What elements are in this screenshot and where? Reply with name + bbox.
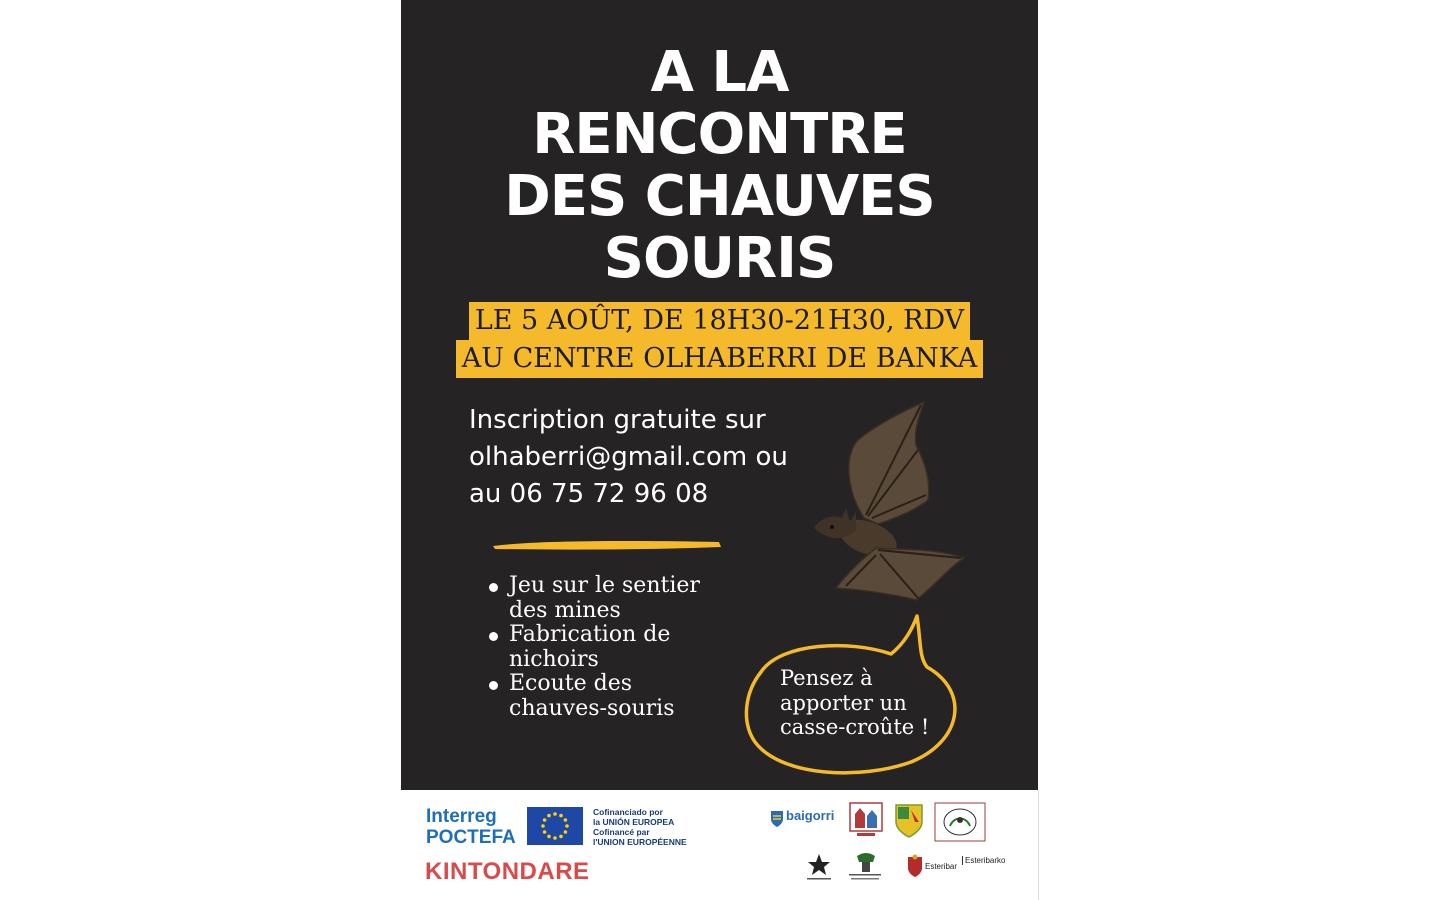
- activity-line: nichoirs: [509, 646, 599, 672]
- activity-line: Fabrication de: [509, 622, 671, 647]
- esteribar-shield-icon: [907, 854, 923, 878]
- interreg-logo: [426, 806, 516, 848]
- eu-cofunding-text: [593, 807, 687, 847]
- bubble-line: Pensez à: [780, 666, 873, 690]
- inscription-text: [469, 402, 849, 513]
- zubiri-council-emblem-icon: [845, 850, 885, 884]
- list-item: [487, 574, 747, 623]
- inscription-line: au 06 75 72 96 08: [469, 479, 709, 509]
- list-item: [487, 672, 747, 721]
- sponsor-footer: [401, 790, 1038, 900]
- activity-list: [487, 574, 747, 721]
- title-line: RENCONTRE: [532, 102, 907, 167]
- eu-line: Cofinanciado por: [593, 807, 663, 817]
- shield-icon: [770, 810, 784, 828]
- eu-line: l'UNION EUROPÉENNE: [593, 837, 687, 847]
- title-line: A LA: [650, 40, 789, 105]
- bubble-line: casse-croûte !: [780, 715, 930, 739]
- event-poster: [401, 0, 1038, 790]
- poster-title: [401, 42, 1038, 290]
- activity-line: chauves-souris: [509, 695, 675, 721]
- date-line: AU CENTRE OLHABERRI DE BANKA: [456, 340, 984, 378]
- star-emblem-icon: [805, 852, 833, 882]
- esteribar-label: Esteribar: [925, 862, 958, 871]
- bubble-line: apporter un: [780, 690, 907, 715]
- page-edge-divider: [1038, 790, 1039, 900]
- inscription-line: Inscription gratuite sur: [469, 405, 766, 435]
- title-line: DES CHAUVES: [504, 164, 935, 229]
- kintondare-label: KINTONDARE: [425, 858, 590, 885]
- date-banner: [401, 302, 1038, 378]
- brush-stroke-divider: [491, 538, 723, 552]
- esteribar-logo: [907, 852, 1006, 882]
- eu-line: Cofinancé par: [593, 827, 650, 837]
- poctefa-label: POCTEFA: [426, 827, 516, 848]
- baigorri-logo: [770, 808, 836, 832]
- interreg-label: Interreg: [426, 806, 497, 827]
- date-line: LE 5 AOÛT, DE 18H30-21H30, RDV: [469, 302, 970, 340]
- eu-line: la UNIÓN EUROPEA: [593, 817, 675, 827]
- baigorri-label: baigorri: [786, 808, 835, 823]
- activity-line: Jeu sur le sentier: [509, 573, 700, 598]
- esteribarko-label: Esteribarko: [962, 856, 1005, 865]
- bat-illustration: [806, 400, 966, 605]
- banka-crest-icon: [849, 802, 883, 838]
- activity-line: Ecoute des: [509, 671, 633, 696]
- eu-flag-icon: [527, 807, 583, 845]
- list-item: [487, 623, 747, 672]
- bubble-text: [780, 666, 960, 740]
- valley-association-logo: [934, 802, 986, 842]
- municipal-crest-icon: [895, 804, 923, 838]
- activity-line: des mines: [509, 597, 621, 623]
- title-line: SOURIS: [603, 226, 836, 291]
- inscription-line: olhaberri@gmail.com ou: [469, 442, 788, 472]
